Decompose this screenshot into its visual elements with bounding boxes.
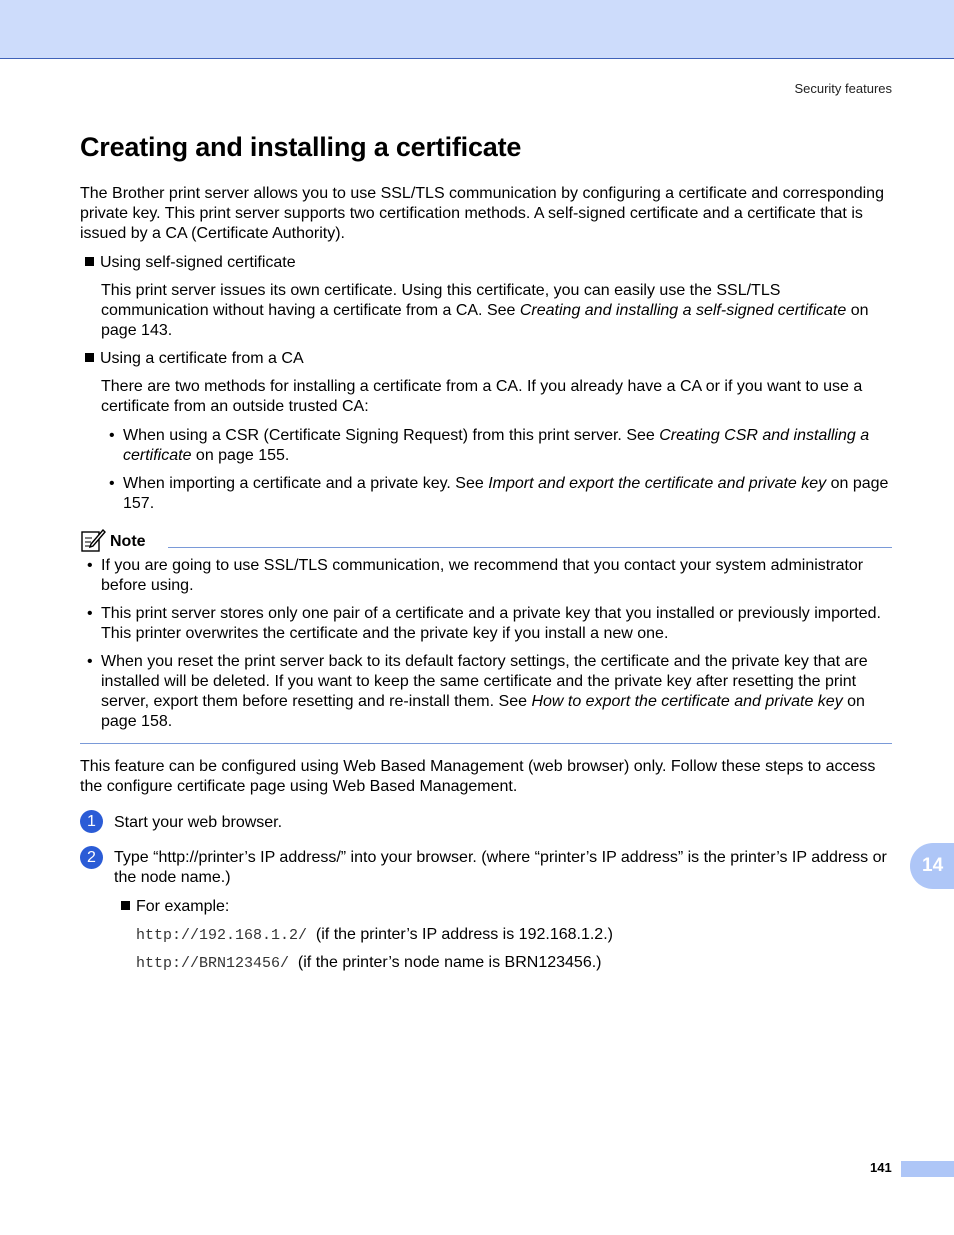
option-ca-text: There are two methods for installing a certificate from a CA. If you already have a CA or if you want to use a certificate from an outside trusted CA: [101,378,863,415]
note-item: • This print server stores only one pair of a certificate and a private key that you installed or previously imported. This printer overwrites the certificate and the private key if you install a new one. [87,605,881,642]
top-header-band [0,0,954,59]
bullet-dot-icon: • [109,427,115,444]
cross-reference-link[interactable]: How to export the certificate and private key [531,693,843,710]
example-url: http://BRN123456/ [136,955,290,972]
cross-reference-link[interactable]: Creating and installing a self-signed certificate [519,302,847,319]
note-header [80,529,892,549]
bullet-dot-icon: • [87,557,93,574]
page-number-bar [901,1161,954,1177]
step-text: Start your web browser. [114,814,283,831]
option-self-signed [85,253,296,273]
example-url: http://192.168.1.2/ [136,927,308,944]
step-number-badge: 2 [80,846,103,869]
example-line [136,953,602,974]
intro-paragraph: The Brother print server allows you to use SSL/TLS communication by configuring a certificate and corresponding private key. This print server supports two certification methods. A self-signed certificate and a certificate that is issued by a CA (Certificate Authority). [80,185,884,242]
square-bullet-icon [85,353,94,362]
square-bullet-icon [85,257,94,266]
cross-reference-link[interactable]: Import and export the certificate and private key [488,475,827,492]
section-header: Security features [794,81,892,96]
list-item: • When importing a certificate and a private key. See Import and export the certificate and private key on page 157. [109,475,889,512]
note-end-divider [80,743,892,744]
page-title: Creating and installing a certificate [80,132,522,162]
bullet-dot-icon: • [109,475,115,492]
example-description: (if the printer’s IP address is 192.168.1.2.) [315,926,613,943]
page-number: 141 [870,1160,892,1175]
step-text: Type “http://printer’s IP address/” into your browser. (where “printer’s IP address” is the printer’s IP address or the node name.) [114,849,887,886]
example-description: (if the printer’s node name is BRN123456.) [297,954,602,971]
bullet-dot-icon: • [87,653,93,670]
note-label: Note [110,533,146,550]
step-number-badge: 1 [80,810,103,833]
example-heading: For example: [121,897,229,917]
option-ca [85,349,304,369]
option-label: Using self-signed certificate [100,254,296,271]
note-item: • When you reset the print server back to its default factory settings, the certificate and the private key that are installed will be deleted. If you want to keep the same certificate and the private key after resetting the print server, export them before resetting and re-install them. See How to export the certificate and private key on page 158. [87,653,868,730]
cross-reference-link[interactable]: Creating CSR and installing a certificate [123,427,870,464]
chapter-tab: 14 [910,843,954,889]
note-item: • If you are going to use SSL/TLS communication, we recommend that you contact your system administrator before using. [87,557,864,594]
note-divider [168,547,892,548]
list-item: • When using a CSR (Certificate Signing Request) from this print server. See Creating CSR and installing a certificate on page 155. [109,427,870,464]
feature-paragraph: This feature can be configured using Web Based Management (web browser) only. Follow these steps to access the configure certificate page using Web Based Management. [80,758,876,795]
square-bullet-icon [121,901,130,910]
option-label: Using a certificate from a CA [100,350,304,367]
bullet-dot-icon: • [87,605,93,622]
option-self-signed-text: This print server issues its own certificate. Using this certificate, you can easily use the SSL/TLS communication without having a certificate from a CA. See Creating and installing a self-signed certificate on page 143. [101,282,869,339]
example-line [136,925,613,946]
note-pencil-icon [80,529,106,553]
